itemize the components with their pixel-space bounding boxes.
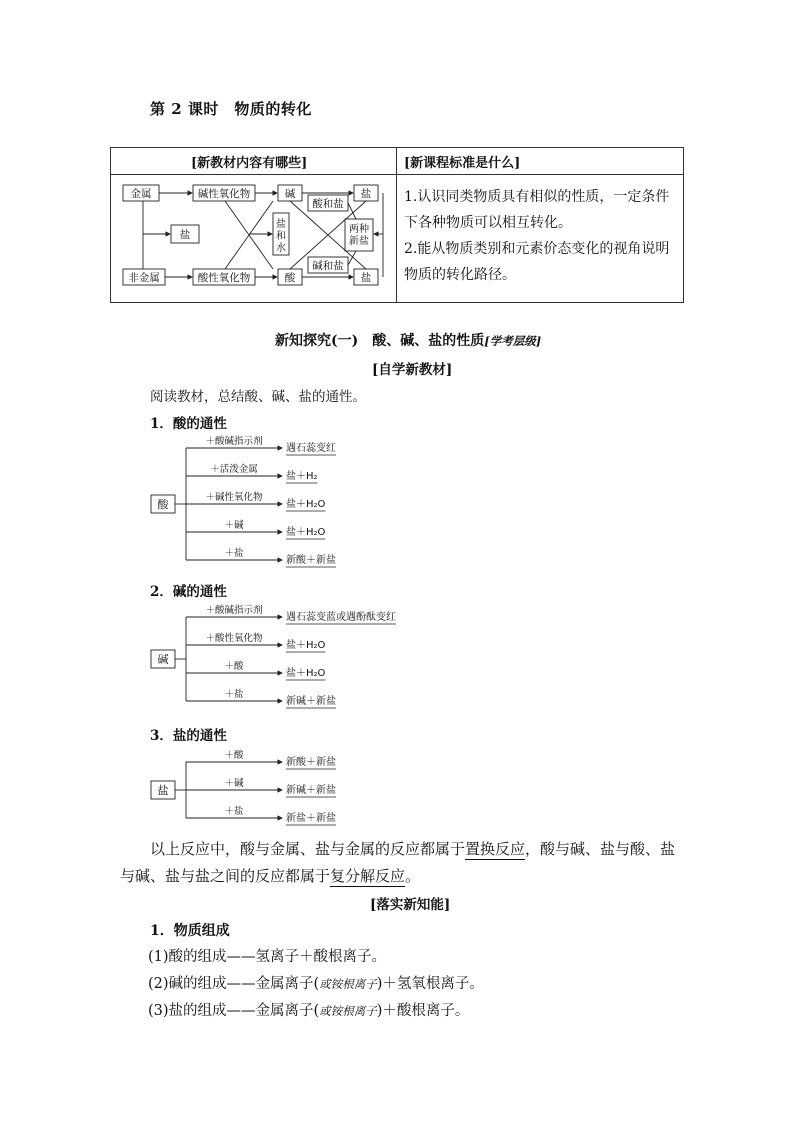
- base-reagent: ＋盐: [224, 689, 244, 700]
- base-reagent: ＋酸: [224, 661, 244, 672]
- composition-item-2-b: )＋氢氧根离子。: [376, 976, 484, 992]
- composition-item-2: [148, 972, 484, 993]
- acid-reagent: ＋碱: [224, 520, 244, 531]
- composition-item-3-a: 金属离子(: [255, 1003, 320, 1019]
- label-salt-left: 盐: [179, 229, 191, 241]
- acid-result: 新酸＋新盐: [286, 555, 336, 566]
- acid-reagent: ＋活泼金属: [210, 464, 258, 475]
- salt-diagram: [148, 748, 408, 832]
- summary-paragraph: [120, 836, 690, 890]
- base-reagent: ＋酸碱指示剂: [205, 605, 263, 616]
- intro-text: 阅读教材，总结酸、碱、盐的通性。: [150, 389, 366, 405]
- base-reagent: ＋酸性氧化物: [205, 633, 263, 644]
- composition-item-3-b: )＋酸根离子。: [376, 1003, 470, 1019]
- label-metal: 金属: [130, 188, 152, 200]
- label-base: 碱: [284, 188, 296, 200]
- summary-text-3: 。: [405, 867, 421, 885]
- composition-item-2-label: (2)碱的组成——: [148, 976, 256, 992]
- col1-header: [新教材内容有哪些]: [191, 156, 308, 171]
- acid-center-label: 酸: [157, 498, 169, 511]
- acid-result: 盐＋H₂O: [286, 499, 326, 510]
- label-base-salt: 碱和盐: [312, 260, 344, 272]
- lesson-title: 第 2 课时 物质的转化: [150, 100, 312, 118]
- composition-item-2-a: 金属离子(: [255, 976, 320, 992]
- acid-reagent: ＋盐: [224, 548, 244, 559]
- base-result: 盐＋H₂O: [286, 668, 326, 679]
- acid-result: 盐＋H₂: [286, 471, 318, 482]
- composition-item-3: [148, 999, 469, 1020]
- composition-item-2-note: 或铵根离子: [319, 977, 377, 991]
- requirement-1: 1.认识同类物质具有相似的性质，一定条件下各种物质可以相互转化。: [404, 189, 670, 231]
- label-acid-salt: 酸和盐: [312, 198, 344, 210]
- base-result: 遇石蕊变蓝或遇酚酞变红: [286, 612, 396, 623]
- summary-term-1: 置换反应: [465, 840, 526, 858]
- salt-reagent: ＋酸: [224, 750, 244, 761]
- base-result: 盐＋H₂O: [286, 640, 326, 651]
- transformation-diagram: [111, 175, 396, 303]
- composition-heading: 1．物质组成: [150, 923, 230, 939]
- requirement-2: 2.能从物质类别和元素价态变化的视角说明物质的转化路径。: [404, 241, 670, 283]
- label-salt-top: 盐: [360, 188, 372, 200]
- summary-term-2: 复分解反应: [330, 867, 406, 885]
- acid-heading: 1．酸的通性: [150, 416, 227, 432]
- composition-item-1: [148, 945, 386, 966]
- composition-item-1-label: (1)酸的组成——: [148, 949, 256, 965]
- summary-text-1: 以上反应中，酸与金属、盐与金属的反应都属于: [150, 840, 466, 858]
- label-nonmetal: 非金属: [128, 272, 160, 284]
- label-acidic-oxide: 酸性氧化物: [197, 272, 251, 284]
- label-salt-bottom: 盐: [360, 272, 372, 284]
- overview-table: [110, 147, 684, 303]
- self-study-heading: [自学新教材]: [372, 362, 453, 378]
- base-result: 新碱＋新盐: [286, 696, 336, 707]
- section-heading-main: 新知探究(一) 酸、碱、盐的性质: [275, 333, 485, 349]
- composition-item-1-body: 氢离子＋酸根离子。: [255, 949, 387, 965]
- acid-result: 遇石蕊变红: [286, 443, 336, 454]
- requirements: [404, 184, 682, 288]
- salt-reagent: ＋碱: [224, 778, 244, 789]
- salt-result: 新碱＋新盐: [286, 785, 336, 796]
- salt-center-label: 盐: [157, 784, 169, 797]
- col2-header: [新课程标准是什么]: [404, 156, 521, 171]
- acid-reagent: ＋酸碱指示剂: [205, 436, 263, 447]
- salt-heading: 3．盐的通性: [150, 728, 227, 744]
- acid-diagram: [148, 432, 408, 574]
- section-heading: [275, 330, 541, 350]
- base-heading: 2．碱的通性: [150, 584, 227, 600]
- section-heading-note: [学考层级]: [484, 334, 542, 348]
- label-acid: 酸: [284, 272, 296, 284]
- base-center-label: 碱: [157, 653, 169, 666]
- salt-reagent: ＋盐: [224, 806, 244, 817]
- label-salt-water: 盐和水: [276, 219, 286, 254]
- salt-result: 新酸＋新盐: [286, 757, 336, 768]
- summary-text-2: ，酸与碱、盐与酸、盐与碱、盐与盐之间的反应都属于: [120, 840, 676, 885]
- composition-item-3-label: (3)盐的组成——: [148, 1003, 256, 1019]
- acid-result: 盐＋H₂O: [286, 527, 326, 538]
- label-two-salts: 两种新盐: [349, 224, 369, 247]
- acid-reagent: ＋碱性氧化物: [205, 492, 263, 503]
- base-diagram: [148, 603, 448, 715]
- consolidate-heading: [落实新知能]: [370, 897, 451, 913]
- salt-result: 新盐＋新盐: [286, 813, 336, 824]
- label-basic-oxide: 碱性氧化物: [197, 188, 251, 200]
- composition-item-3-note: 或铵根离子: [319, 1004, 377, 1018]
